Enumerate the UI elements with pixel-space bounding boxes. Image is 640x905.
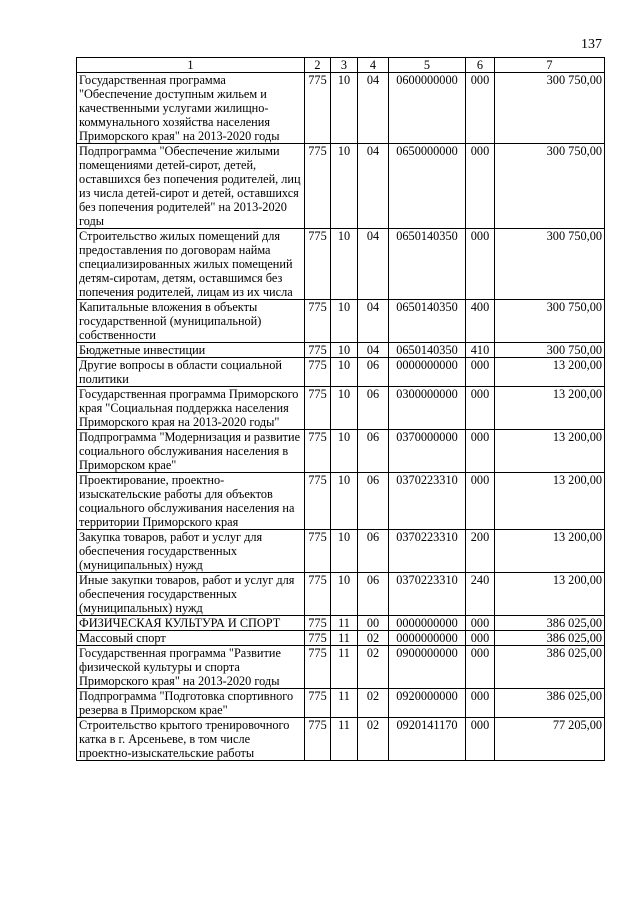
table-row (77, 646, 605, 689)
row-subsection-code: 04 (358, 229, 389, 300)
row-target-code: 0000000000 (389, 631, 466, 646)
row-expense-type: 000 (466, 631, 495, 646)
row-ved-code: 775 (305, 144, 331, 229)
row-amount: 13 200,00 (495, 430, 605, 473)
row-expense-type: 000 (466, 229, 495, 300)
row-subsection-code: 06 (358, 573, 389, 616)
row-amount: 13 200,00 (495, 530, 605, 573)
row-target-code: 0650140350 (389, 343, 466, 358)
row-amount: 13 200,00 (495, 387, 605, 430)
row-amount: 300 750,00 (495, 343, 605, 358)
row-name: Бюджетные инвестиции (77, 343, 305, 358)
row-amount: 386 025,00 (495, 646, 605, 689)
table-row (77, 573, 605, 616)
row-section-code: 11 (331, 689, 358, 718)
row-ved-code: 775 (305, 229, 331, 300)
table-row (77, 229, 605, 300)
row-ved-code: 775 (305, 387, 331, 430)
row-subsection-code: 06 (358, 473, 389, 530)
row-subsection-code: 04 (358, 144, 389, 229)
row-ved-code: 775 (305, 646, 331, 689)
row-amount: 300 750,00 (495, 229, 605, 300)
row-amount: 386 025,00 (495, 616, 605, 631)
row-target-code: 0370223310 (389, 530, 466, 573)
row-name: Массовый спорт (77, 631, 305, 646)
row-section-code: 10 (331, 530, 358, 573)
header-col-4: 4 (358, 58, 389, 73)
row-name: Закупка товаров, работ и услуг для обеспечения государственных (муниципальных) нужд (77, 530, 305, 573)
row-ved-code: 775 (305, 718, 331, 761)
row-ved-code: 775 (305, 616, 331, 631)
header-col-5: 5 (389, 58, 466, 73)
row-section-code: 10 (331, 300, 358, 343)
row-section-code: 11 (331, 646, 358, 689)
table-row (77, 144, 605, 229)
row-section-code: 10 (331, 343, 358, 358)
table-row (77, 73, 605, 144)
row-ved-code: 775 (305, 430, 331, 473)
row-ved-code: 775 (305, 343, 331, 358)
row-subsection-code: 06 (358, 530, 389, 573)
row-ved-code: 775 (305, 530, 331, 573)
row-amount: 77 205,00 (495, 718, 605, 761)
row-amount: 300 750,00 (495, 144, 605, 229)
row-section-code: 10 (331, 387, 358, 430)
row-subsection-code: 00 (358, 616, 389, 631)
row-ved-code: 775 (305, 573, 331, 616)
page-number: 137 (581, 37, 602, 52)
row-target-code: 0000000000 (389, 358, 466, 387)
row-target-code: 0920141170 (389, 718, 466, 761)
row-subsection-code: 02 (358, 646, 389, 689)
header-col-7: 7 (495, 58, 605, 73)
row-section-code: 10 (331, 358, 358, 387)
row-ved-code: 775 (305, 631, 331, 646)
row-target-code: 0000000000 (389, 616, 466, 631)
row-amount: 386 025,00 (495, 689, 605, 718)
row-name: Государственная программа Приморского края "Социальная поддержка населения Приморского края на 2013-2020 годы" (77, 387, 305, 430)
row-expense-type: 240 (466, 573, 495, 616)
row-section-code: 10 (331, 229, 358, 300)
table-row (77, 358, 605, 387)
table-row (77, 387, 605, 430)
row-expense-type: 400 (466, 300, 495, 343)
table-row (77, 718, 605, 761)
row-target-code: 0650140350 (389, 300, 466, 343)
row-amount: 386 025,00 (495, 631, 605, 646)
row-target-code: 0900000000 (389, 646, 466, 689)
header-col-1: 1 (77, 58, 305, 73)
table-row (77, 473, 605, 530)
row-name: Государственная программа "Развитие физической культуры и спорта Приморского края" на 2013-2020 годы (77, 646, 305, 689)
row-target-code: 0920000000 (389, 689, 466, 718)
row-section-code: 10 (331, 473, 358, 530)
row-name: Подпрограмма "Модернизация и развитие социального обслуживания населения в Приморском крае" (77, 430, 305, 473)
row-section-code: 11 (331, 631, 358, 646)
row-name: Строительство жилых помещений для предоставления по договорам найма специализированных жилых помещений детям-сиротам, детям, оставшимся без попечения родителей, лицам из их числа (77, 229, 305, 300)
row-section-code: 10 (331, 430, 358, 473)
table-row (77, 631, 605, 646)
row-amount: 13 200,00 (495, 573, 605, 616)
row-ved-code: 775 (305, 689, 331, 718)
table-row (77, 530, 605, 573)
row-expense-type: 000 (466, 616, 495, 631)
row-target-code: 0370223310 (389, 573, 466, 616)
row-subsection-code: 02 (358, 689, 389, 718)
row-expense-type: 000 (466, 73, 495, 144)
row-ved-code: 775 (305, 473, 331, 530)
row-expense-type: 410 (466, 343, 495, 358)
row-amount: 13 200,00 (495, 473, 605, 530)
row-subsection-code: 06 (358, 387, 389, 430)
row-subsection-code: 06 (358, 358, 389, 387)
row-section-code: 10 (331, 144, 358, 229)
header-col-3: 3 (331, 58, 358, 73)
row-name: Государственная программа "Обеспечение доступным жильем и качественными услугами жилищно-коммунального хозяйства населения Приморского края" на 2013-2020 годы (77, 73, 305, 144)
row-target-code: 0300000000 (389, 387, 466, 430)
row-expense-type: 000 (466, 689, 495, 718)
table-header (77, 58, 605, 73)
row-amount: 13 200,00 (495, 358, 605, 387)
row-subsection-code: 02 (358, 718, 389, 761)
budget-table (76, 57, 605, 761)
row-expense-type: 000 (466, 387, 495, 430)
row-expense-type: 000 (466, 358, 495, 387)
row-expense-type: 000 (466, 473, 495, 530)
row-subsection-code: 06 (358, 430, 389, 473)
row-name: Капитальные вложения в объекты государственной (муниципальной) собственности (77, 300, 305, 343)
table-body (77, 73, 605, 761)
row-expense-type: 200 (466, 530, 495, 573)
row-expense-type: 000 (466, 144, 495, 229)
row-target-code: 0600000000 (389, 73, 466, 144)
row-name: Другие вопросы в области социальной политики (77, 358, 305, 387)
table-row (77, 343, 605, 358)
row-subsection-code: 04 (358, 73, 389, 144)
table-row (77, 300, 605, 343)
row-name: Строительство крытого тренировочного катка в г. Арсеньеве, в том числе проектно-изыскательские работы (77, 718, 305, 761)
header-col-6: 6 (466, 58, 495, 73)
row-ved-code: 775 (305, 73, 331, 144)
row-amount: 300 750,00 (495, 73, 605, 144)
row-amount: 300 750,00 (495, 300, 605, 343)
row-target-code: 0650140350 (389, 229, 466, 300)
row-name: Подпрограмма "Подготовка спортивного резерва в Приморском крае" (77, 689, 305, 718)
row-ved-code: 775 (305, 300, 331, 343)
row-subsection-code: 04 (358, 300, 389, 343)
row-expense-type: 000 (466, 646, 495, 689)
row-subsection-code: 04 (358, 343, 389, 358)
row-section-code: 11 (331, 616, 358, 631)
row-section-code: 10 (331, 73, 358, 144)
table-row (77, 616, 605, 631)
table-row (77, 430, 605, 473)
row-name: Подпрограмма "Обеспечение жилыми помещениями детей-сирот, детей, оставшихся без попечения родителей, лиц из числа детей-сирот и детей, оставшихся без попечения родителей" на 2013-2020 годы (77, 144, 305, 229)
row-name: Проектирование, проектно-изыскательские работы для объектов социального обслуживания населения на территории Приморского края (77, 473, 305, 530)
header-col-2: 2 (305, 58, 331, 73)
row-ved-code: 775 (305, 358, 331, 387)
row-target-code: 0370223310 (389, 473, 466, 530)
row-subsection-code: 02 (358, 631, 389, 646)
row-target-code: 0650000000 (389, 144, 466, 229)
header-row (77, 58, 605, 73)
row-name: Иные закупки товаров, работ и услуг для обеспечения государственных (муниципальных) нужд (77, 573, 305, 616)
row-target-code: 0370000000 (389, 430, 466, 473)
row-section-code: 11 (331, 718, 358, 761)
table-row (77, 689, 605, 718)
row-section-code: 10 (331, 573, 358, 616)
row-expense-type: 000 (466, 718, 495, 761)
row-name: ФИЗИЧЕСКАЯ КУЛЬТУРА И СПОРТ (77, 616, 305, 631)
row-expense-type: 000 (466, 430, 495, 473)
